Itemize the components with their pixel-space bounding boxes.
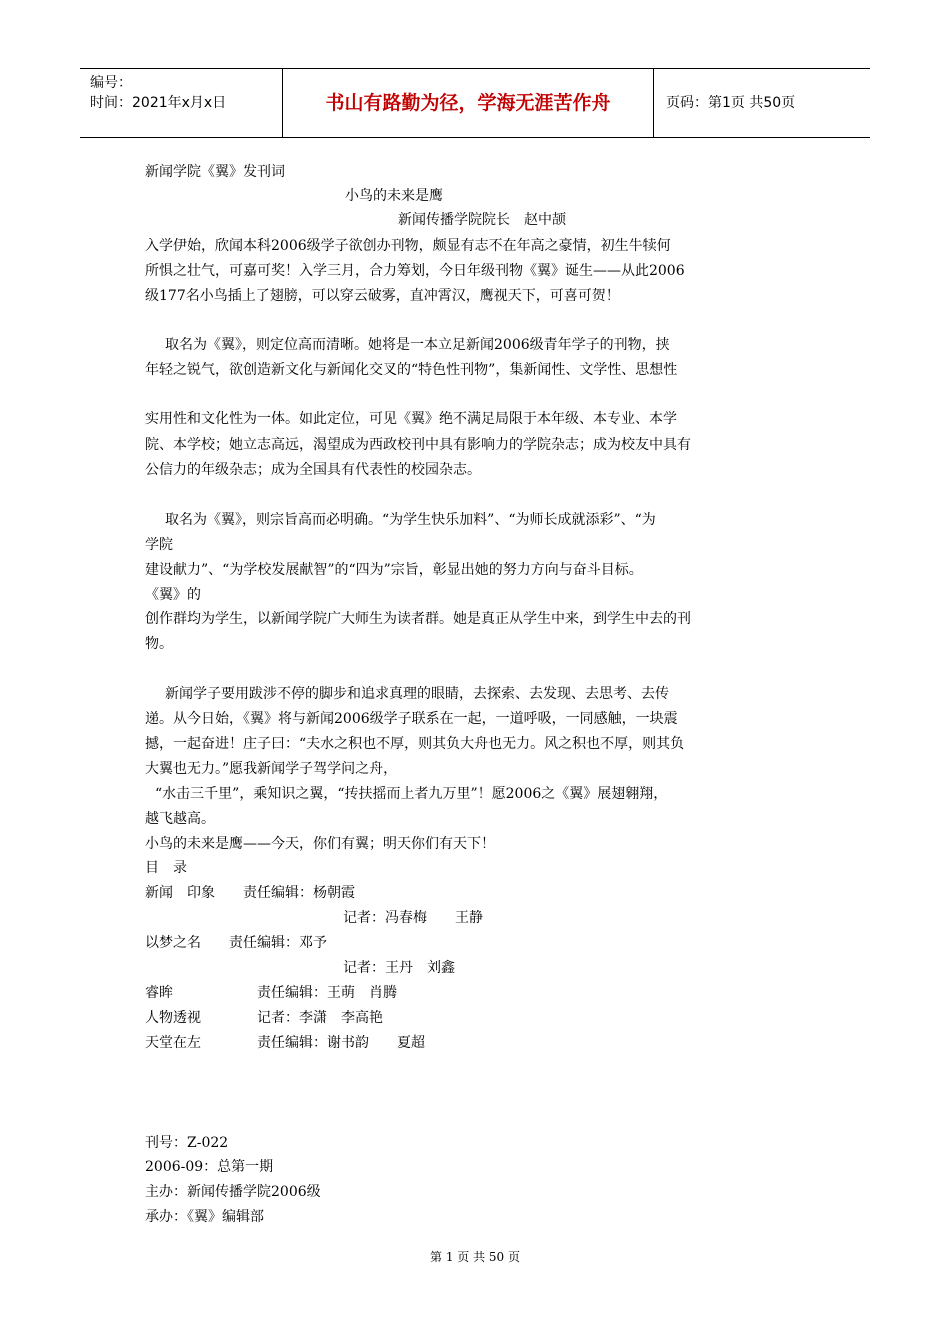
article-title: 小鸟的未来是鹰 [345, 188, 443, 204]
body-line: 撼，一起奋进！庄子曰：“夫水之积也不厚，则其负大舟也无力。风之积也不厚，则其负 [145, 736, 685, 752]
body-line: 级177名小鸟插上了翅膀，可以穿云破雾，直冲霄汉，鹰视天下，可喜可贺！ [145, 288, 620, 304]
header-slogan: 书山有路勤为径，学海无涯苦作舟 [282, 69, 654, 137]
toc-entry: 记者：冯春梅 王静 [343, 910, 483, 926]
issue-number: 刊号：Z-022 [145, 1135, 229, 1151]
page-footer: 第 1 页 共 50 页 [430, 1250, 520, 1264]
body-line: 所惧之壮气，可嘉可奖！入学三月，合力筹划，今日年级刊物《翼》诞生——从此2006 [145, 263, 685, 279]
body-line: 《翼》的 [145, 587, 201, 603]
body-line: “水击三千里”，乘知识之翼，“抟扶摇而上者九万里”！愿2006之《翼》展翅翱翔， [155, 786, 668, 802]
body-line: 递。从今日始，《翼》将与新闻2006级学子联系在一起，一道呼吸，一同感触，一块震 [145, 711, 678, 727]
header-page-label: 页码：第1页 共50页 [666, 95, 796, 111]
article-heading: 新闻学院《翼》发刊词 [145, 164, 285, 180]
header-info-cell [80, 69, 282, 137]
body-line: 实用性和文化性为一体。如此定位，可见《翼》绝不满足局限于本年级、本专业、本学 [145, 411, 677, 427]
issue-sponsor: 主办：新闻传播学院2006级 [145, 1184, 321, 1200]
header-time-label: 时间：2021年x月x日 [90, 95, 227, 111]
toc-entry: 睿眸 责任编辑：王萌 肖腾 [145, 985, 397, 1001]
body-line: 建设献力”、“为学校发展献智”的“四为”宗旨，彰显出她的努力方向与奋斗目标。 [145, 562, 643, 578]
body-line: 院、本学校；她立志高远，渴望成为西政校刊中具有影响力的学院杂志；成为校友中具有 [145, 437, 691, 453]
body-line: 公信力的年级杂志；成为全国具有代表性的校园杂志。 [145, 462, 481, 478]
body-line: 物。 [145, 636, 173, 652]
body-line: 新闻学子要用跋涉不停的脚步和追求真理的眼睛，去探索、去发现、去思考、去传 [165, 686, 669, 702]
page-header [80, 68, 870, 138]
issue-organizer: 承办：《翼》编辑部 [145, 1209, 264, 1225]
issue-date: 2006-09：总第一期 [145, 1159, 274, 1175]
header-number-label: 编号： [90, 75, 132, 91]
body-line: 大翼也无力。”愿我新闻学子驾学问之舟， [145, 761, 398, 777]
toc-entry: 天堂在左 责任编辑：谢书韵 夏超 [145, 1035, 425, 1051]
toc-entry: 记者：王丹 刘鑫 [343, 960, 455, 976]
body-line: 取名为《翼》，则宗旨高而必明确。“为学生快乐加料”、“为师长成就添彩”、“为 [165, 512, 656, 528]
body-line: 入学伊始，欣闻本科2006级学子欲创办刊物，颇显有志不在年高之豪情，初生牛犊何 [145, 238, 671, 254]
body-line: 年轻之锐气，欲创造新文化与新闻化交叉的“特色性刊物”，集新闻性、文学性、思想性 [145, 362, 678, 378]
body-line: 学院 [145, 537, 173, 553]
body-line: 创作群均为学生，以新闻学院广大师生为读者群。她是真正从学生中来，到学生中去的刊 [145, 611, 691, 627]
article-author: 新闻传播学院院长 赵中颉 [398, 212, 566, 228]
toc-heading: 目 录 [145, 860, 187, 876]
toc-entry: 人物透视 记者：李潇 李高艳 [145, 1010, 383, 1026]
toc-entry: 以梦之名 责任编辑：邓予 [145, 935, 327, 951]
body-line: 小鸟的未来是鹰——今天，你们有翼；明天你们有天下！ [145, 836, 495, 852]
toc-entry: 新闻 印象 责任编辑：杨朝霞 [145, 885, 355, 901]
body-line: 取名为《翼》，则定位高而清晰。她将是一本立足新闻2006级青年学子的刊物，挟 [165, 337, 670, 353]
body-line: 越飞越高。 [145, 811, 215, 827]
